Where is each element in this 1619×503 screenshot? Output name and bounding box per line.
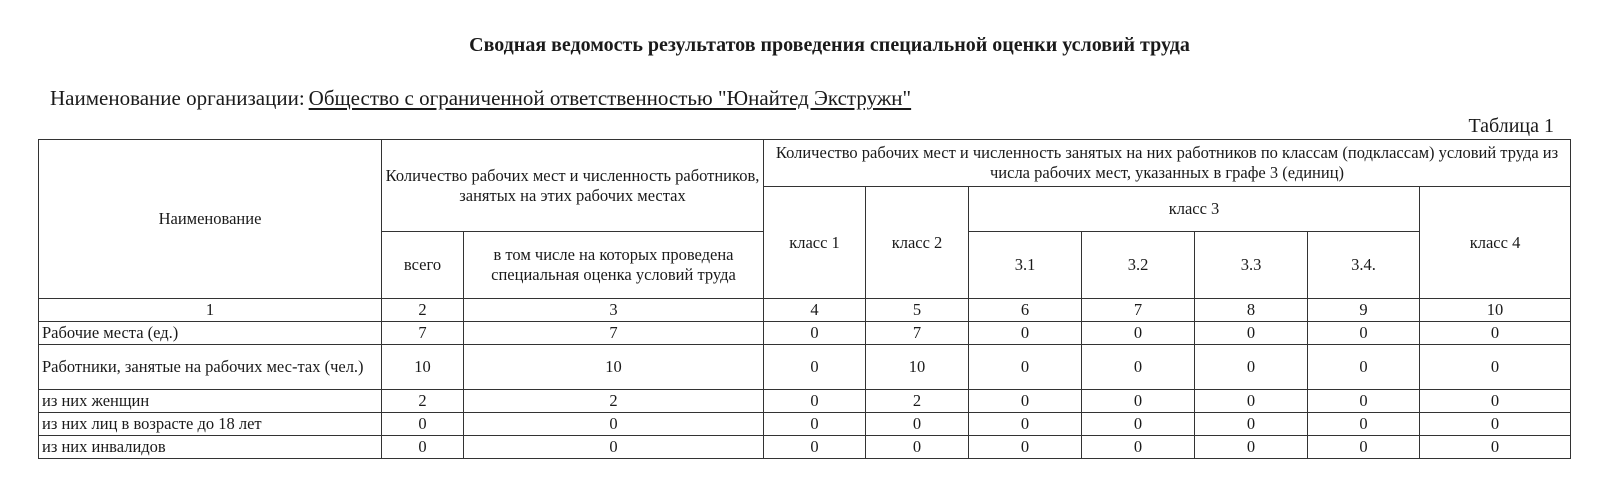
table-cell: 2 bbox=[382, 390, 464, 413]
table-cell: 0 bbox=[1308, 413, 1420, 436]
organization-line bbox=[50, 86, 911, 111]
table-cell: 0 bbox=[969, 345, 1082, 390]
table-cell: 0 bbox=[1195, 436, 1308, 459]
table-cell: 0 bbox=[1420, 436, 1571, 459]
column-number: 10 bbox=[1420, 299, 1571, 322]
table-cell: 0 bbox=[969, 413, 1082, 436]
table-cell: 0 bbox=[1308, 390, 1420, 413]
table-cell: 2 bbox=[866, 390, 969, 413]
header-subclass-3-1: 3.1 bbox=[969, 232, 1082, 299]
organization-label: Наименование организации: bbox=[50, 86, 305, 110]
header-name: Наименование bbox=[39, 140, 382, 299]
table-cell: 0 bbox=[866, 413, 969, 436]
column-number: 8 bbox=[1195, 299, 1308, 322]
header-subclass-3-2: 3.2 bbox=[1082, 232, 1195, 299]
summary-table bbox=[38, 139, 1571, 459]
table-cell: 0 bbox=[1082, 436, 1195, 459]
table-row bbox=[39, 322, 1571, 345]
table-cell: 0 bbox=[1195, 322, 1308, 345]
header-subclass-3-4: 3.4. bbox=[1308, 232, 1420, 299]
table-cell: 7 bbox=[382, 322, 464, 345]
table-caption: Таблица 1 bbox=[1468, 115, 1554, 137]
column-number: 3 bbox=[464, 299, 764, 322]
header-class3: класс 3 bbox=[969, 187, 1420, 232]
organization-name: Общество с ограниченной ответственностью "Юнайтед Экстружн" bbox=[308, 86, 912, 110]
table-cell: 0 bbox=[1082, 413, 1195, 436]
header-class4: класс 4 bbox=[1420, 187, 1571, 299]
table-cell: 0 bbox=[969, 390, 1082, 413]
table-cell: 0 bbox=[1082, 322, 1195, 345]
row-label: из них инвалидов bbox=[39, 436, 382, 459]
header-assessed: в том числе на которых проведена специальная оценка условий труда bbox=[464, 232, 764, 299]
table-cell: 0 bbox=[1082, 345, 1195, 390]
column-number: 7 bbox=[1082, 299, 1195, 322]
table-cell: 0 bbox=[1308, 345, 1420, 390]
table-cell: 0 bbox=[969, 436, 1082, 459]
header-subclass-3-3: 3.3 bbox=[1195, 232, 1308, 299]
row-label: из них женщин bbox=[39, 390, 382, 413]
document-title: Сводная ведомость результатов проведения специальной оценки условий труда bbox=[469, 34, 1190, 56]
table-row bbox=[39, 436, 1571, 459]
table-cell: 0 bbox=[1420, 322, 1571, 345]
table-cell: 0 bbox=[866, 436, 969, 459]
table-cell: 0 bbox=[764, 390, 866, 413]
table-row bbox=[39, 413, 1571, 436]
table-cell: 0 bbox=[969, 322, 1082, 345]
table-cell: 7 bbox=[464, 322, 764, 345]
table-cell: 0 bbox=[764, 413, 866, 436]
table-cell: 0 bbox=[764, 322, 866, 345]
table-cell: 0 bbox=[764, 345, 866, 390]
column-number: 9 bbox=[1308, 299, 1420, 322]
table-cell: 0 bbox=[1195, 345, 1308, 390]
row-label: Работники, занятые на рабочих мес-тах (чел.) bbox=[39, 345, 382, 390]
table-cell: 0 bbox=[1195, 413, 1308, 436]
header-row bbox=[39, 140, 1571, 187]
table-cell: 0 bbox=[1308, 322, 1420, 345]
table-cell: 0 bbox=[1420, 345, 1571, 390]
table-row bbox=[39, 345, 1571, 390]
table-cell: 0 bbox=[464, 436, 764, 459]
column-number: 2 bbox=[382, 299, 464, 322]
column-number: 1 bbox=[39, 299, 382, 322]
table-cell: 0 bbox=[1420, 413, 1571, 436]
column-numbers-row bbox=[39, 299, 1571, 322]
table-cell: 10 bbox=[866, 345, 969, 390]
header-class1: класс 1 bbox=[764, 187, 866, 299]
table-cell: 2 bbox=[464, 390, 764, 413]
table-cell: 0 bbox=[464, 413, 764, 436]
table-cell: 0 bbox=[382, 413, 464, 436]
row-label: Рабочие места (ед.) bbox=[39, 322, 382, 345]
table-cell: 0 bbox=[1195, 390, 1308, 413]
table-cell: 0 bbox=[382, 436, 464, 459]
table-cell: 10 bbox=[382, 345, 464, 390]
header-classes-group: Количество рабочих мест и численность занятых на них работников по классам (подклассам) условий труда из числа рабочих мест, указанных в графе 3 (единиц) bbox=[764, 140, 1571, 187]
table-cell: 0 bbox=[764, 436, 866, 459]
table-cell: 0 bbox=[1308, 436, 1420, 459]
column-number: 4 bbox=[764, 299, 866, 322]
table-cell: 10 bbox=[464, 345, 764, 390]
table-row bbox=[39, 390, 1571, 413]
header-total: всего bbox=[382, 232, 464, 299]
header-class2: класс 2 bbox=[866, 187, 969, 299]
column-number: 5 bbox=[866, 299, 969, 322]
table-cell: 0 bbox=[1082, 390, 1195, 413]
header-workplaces-group: Количество рабочих мест и численность работников, занятых на этих рабочих местах bbox=[382, 140, 764, 232]
table-cell: 0 bbox=[1420, 390, 1571, 413]
column-number: 6 bbox=[969, 299, 1082, 322]
table-cell: 7 bbox=[866, 322, 969, 345]
row-label: из них лиц в возрасте до 18 лет bbox=[39, 413, 382, 436]
